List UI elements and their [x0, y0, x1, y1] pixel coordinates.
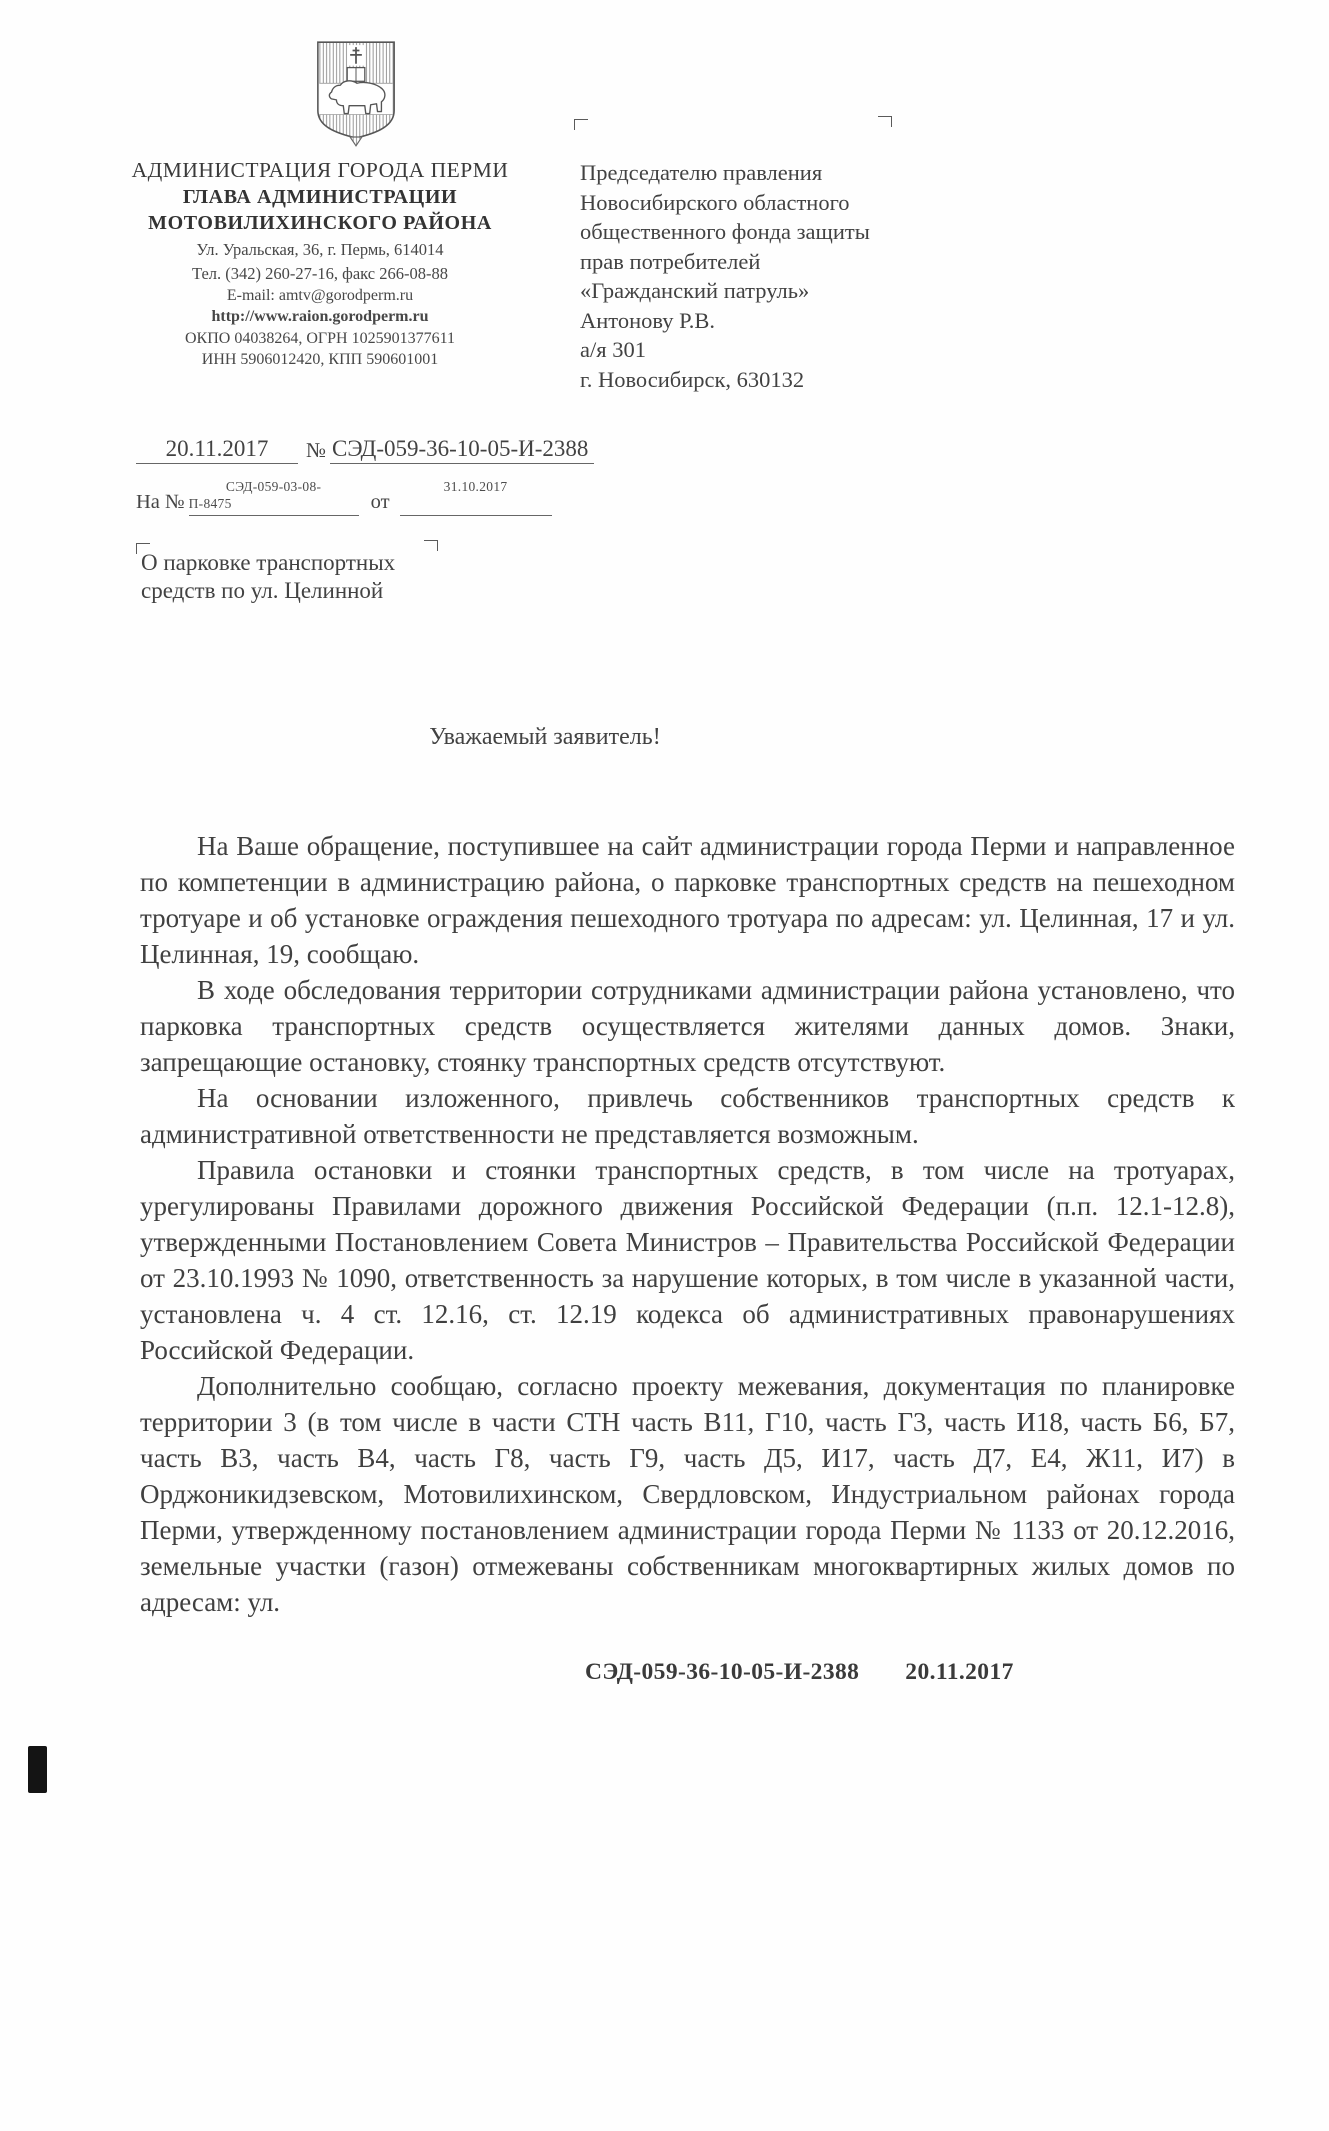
recipient-corner-mark-right: [878, 116, 892, 127]
perm-coat-of-arms-icon: [312, 38, 400, 150]
recipient-line: а/я 301: [580, 337, 646, 362]
reply-number-top: СЭД-059-03-08-: [225, 479, 322, 494]
recipient-line: «Гражданский патруль»: [580, 278, 810, 303]
org-phone: Тел. (342) 260-27-16, факс 266-08-88: [192, 264, 448, 284]
recipient-address-block: [580, 158, 910, 394]
recipient-corner-mark-left: [574, 119, 588, 130]
org-address: Ул. Уральская, 36, г. Пермь, 614014: [196, 240, 444, 260]
recipient-line: общественного фонда защиты: [580, 219, 870, 244]
body-paragraph: В ходе обследования территории сотрудниками администрации района установлено, что парковка транспортных средств осуществляется жителями данных домов. Знаки, запрещающие остановку, стоянку транспортных средств отсутствуют.: [140, 975, 1235, 1077]
recipient-line: г. Новосибирск, 630132: [580, 366, 805, 392]
recipient-line: Антонову Р.В.: [580, 307, 716, 333]
org-okpo-ogrn: ОКПО 04038264, ОГРН 1025901377611: [185, 329, 455, 347]
reply-from-label: от: [370, 491, 390, 513]
outgoing-reference-row: [136, 436, 594, 464]
body-paragraph: На Ваше обращение, поступившее на сайт администрации города Перми и направленное по компетенции в администрацию района, о парковке транспортных средств на пешеходном тротуаре и об установке ограждения пешеходного тротуара по адресам: ул. Целинная, 17 и ул. Целинная, 19, сообщаю.: [140, 831, 1235, 969]
footer-registration: [585, 1659, 1014, 1686]
org-inn-kpp: ИНН 5906012420, КПП 590601001: [201, 351, 439, 369]
org-name-city: АДМИНИСТРАЦИЯ ГОРОДА ПЕРМИ: [131, 158, 509, 182]
body-paragraph: Правила остановки и стоянки транспортных средств, в том числе на тротуарах, урегулированы Правилами дорожного движения Российской Федерации (п.п. 12.1-12.8), утвержденными Постановлением Совета Министров – Правительства Российской Федерации от 23.10.1993 № 1090, ответственность за нарушение которых, в том числе в указанной части, установлена ч. 4 ст. 12.16, ст. 12.19 кодекса об административных правонарушениях Российской Федерации.: [140, 1155, 1235, 1365]
outgoing-number: СЭД-059-36-10-05-И-2388: [330, 436, 594, 464]
org-email: E-mail: amtv@gorodperm.ru: [226, 286, 414, 304]
org-name-head: ГЛАВА АДМИНИСТРАЦИИ: [182, 185, 458, 208]
reply-number-fill: [189, 479, 359, 516]
reply-date-fill: [400, 479, 552, 516]
footer-doc-number: СЭД-059-36-10-05-И-2388: [585, 1659, 860, 1685]
footer-date: 20.11.2017: [905, 1659, 1014, 1685]
body-paragraph: Дополнительно сообщаю, согласно проекту межевания, документация по планировке территории 3 (в том числе в части СТН часть В11, Г10, часть Г3, часть И18, часть Б6, Б7, часть В3, часть В4, часть Г8, часть Г9, часть Д5, И17, часть Д7, Е4, Ж11, И7) в Орджоникидзевском, Мотовилихинском, Свердловском, Индустриальном районах города Перми, утвержденному постановлением администрации города Перми № 1133 от 20.12.2016, земельные участки (газон) отмежеваны собственникам многоквартирных жилых домов по адресам: ул.: [140, 1371, 1235, 1617]
reply-label: На №: [136, 491, 185, 513]
letter-body: [140, 828, 1235, 1620]
reply-reference-row: [136, 479, 552, 516]
salutation: Уважаемый заявитель!: [429, 724, 661, 750]
number-sign: №: [306, 438, 327, 462]
letter-subject: О парковке транспортных средств по ул. Целинной: [141, 550, 396, 603]
recipient-line: Председателю правления: [580, 160, 823, 185]
recipient-line: прав потребителей: [580, 248, 761, 274]
org-name-district: МОТОВИЛИХИНСКОГО РАЙОНА: [148, 212, 492, 235]
outgoing-date: 20.11.2017: [136, 436, 298, 464]
recipient-line: Новосибирского областного: [580, 189, 850, 215]
body-paragraph: На основании изложенного, привлечь собственников транспортных средств к административной ответственности не представляется возможным.: [140, 1083, 1235, 1149]
letterhead: [100, 38, 540, 370]
scan-artifact: [28, 1746, 47, 1793]
org-website: http://www.raion.gorodperm.ru: [211, 308, 429, 326]
reply-number-bottom: П-8475: [188, 496, 232, 511]
reply-date: 31.10.2017: [443, 479, 508, 494]
reply-date-blank: [400, 496, 552, 515]
